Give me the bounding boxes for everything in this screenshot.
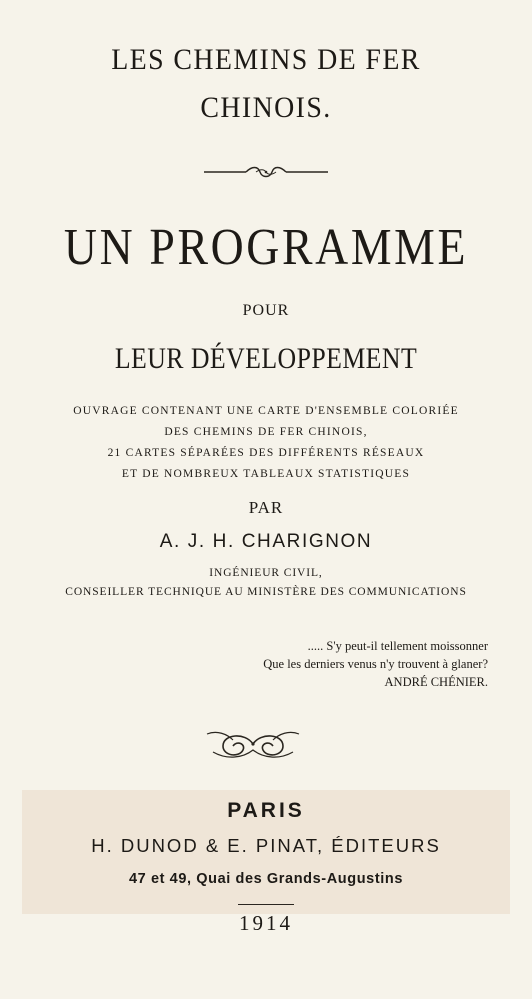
credentials-line-1: INGÉNIEUR CIVIL, bbox=[209, 567, 323, 579]
series-title-line-2: CHINOIS. bbox=[200, 91, 332, 124]
publisher: H. DUNOD & E. PINAT, ÉDITEURS bbox=[91, 835, 441, 856]
par-label: PAR bbox=[248, 498, 284, 517]
description-line-3: 21 CARTES SÉPARÉES DES DIFFÉRENTS RÉSEAUX bbox=[107, 447, 425, 459]
epigraph-attribution: ANDRÉ CHÉNIER. bbox=[384, 675, 488, 689]
description-line-2: DES CHEMINS DE FER CHINOIS, bbox=[164, 426, 368, 438]
pour-label: POUR bbox=[242, 302, 290, 319]
description-line-1: OUVRAGE CONTENANT UNE CARTE D'ENSEMBLE COLORIÉE bbox=[73, 405, 459, 417]
epigraph-line-1: ..... S'y peut-il tellement moissonner bbox=[307, 639, 488, 653]
publication-year: 1914 bbox=[239, 911, 293, 935]
main-title: UN PROGRAMME bbox=[63, 219, 469, 276]
credentials-line-2: CONSEILLER TECHNIQUE AU MINISTÈRE DES COMMUNICATIONS bbox=[65, 586, 467, 598]
flourish-rule-icon bbox=[200, 164, 332, 180]
scroll-flourish-icon bbox=[203, 726, 303, 762]
publisher-address: 47 et 49, Quai des Grands-Augustins bbox=[128, 871, 403, 887]
epigraph-line-2: Que les derniers venus n'y trouvent à glaner? bbox=[263, 657, 488, 671]
author-name: A. J. H. CHARIGNON bbox=[159, 531, 373, 552]
divider-rule bbox=[238, 904, 294, 905]
subtitle: LEUR DÉVELOPPEMENT bbox=[114, 342, 418, 375]
city: PARIS bbox=[227, 799, 305, 822]
series-title-line-1: LES CHEMINS DE FER bbox=[111, 43, 421, 76]
description-line-4: ET DE NOMBREUX TABLEAUX STATISTIQUES bbox=[121, 468, 411, 480]
